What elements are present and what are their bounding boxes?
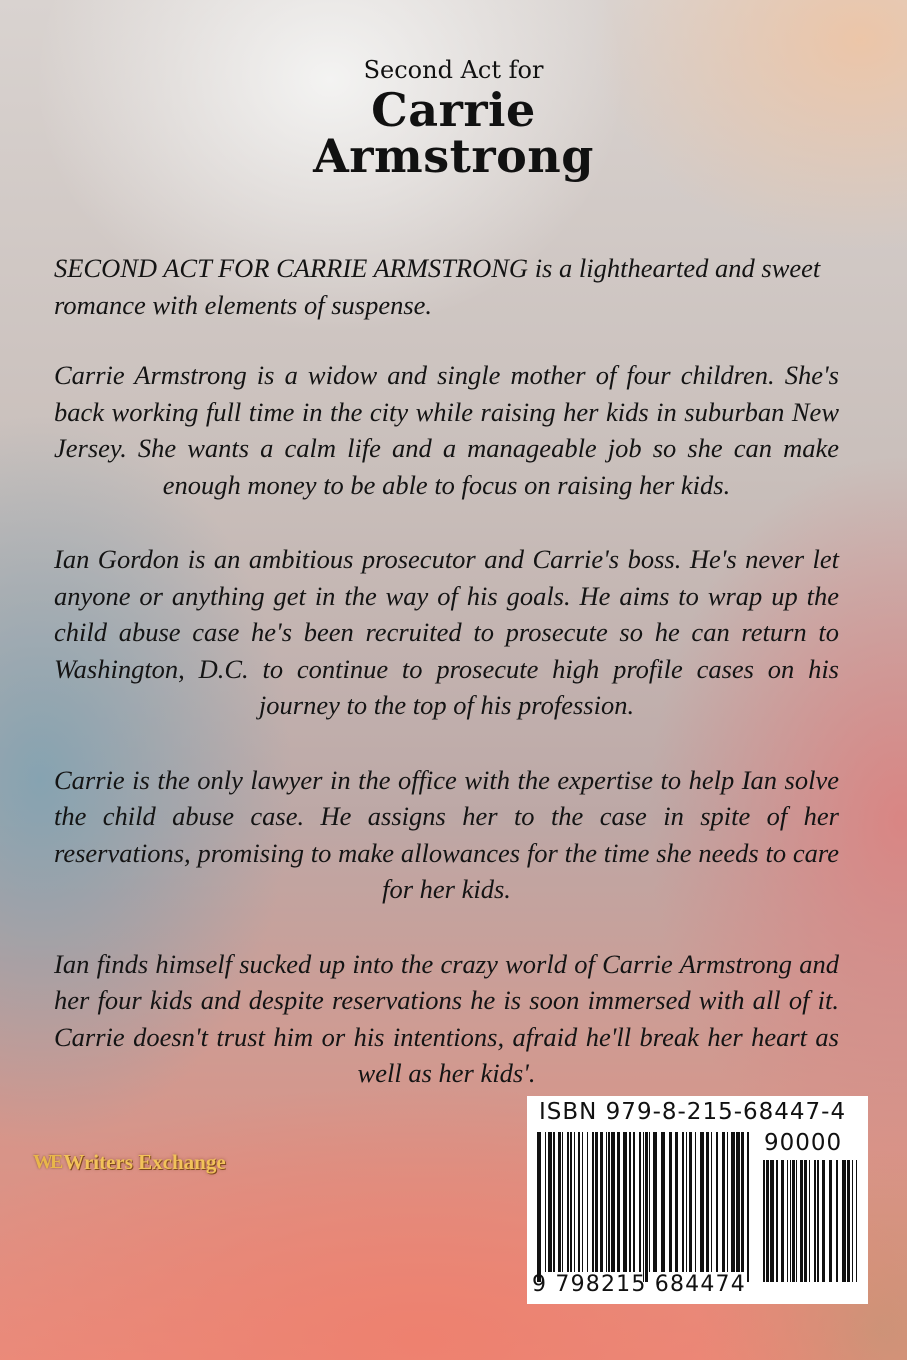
barcode-bar [842,1160,846,1282]
barcode-bar [629,1132,631,1272]
barcode-bar [700,1132,704,1272]
isbn-number: ISBN 979-8-215-68447-4 [539,1099,847,1125]
barcode-bar [695,1132,696,1272]
barcode-bar [537,1132,541,1282]
barcode-bar [689,1132,692,1272]
barcode-bar [829,1160,832,1282]
blurb-paragraph-5: Ian finds himself sucked up into the crazy world of Carrie Armstrong and her four kids and despite reservations he is soon immersed with all of it. Carrie doesn't trust him or his intentions, afraid he'll break her heart as well as her kids'. [54,948,839,1088]
barcode-bar [727,1132,728,1272]
barcode-bar [790,1160,791,1282]
barcode-bar [796,1160,797,1282]
barcode-bar [606,1132,607,1272]
barcode-bar [792,1160,795,1282]
barcode-bar [548,1132,552,1272]
book-title-line2: Armstrong [313,128,594,183]
barcode-bar [747,1132,749,1282]
barcode-bar [653,1132,657,1272]
barcode-bar [809,1160,810,1282]
barcode-bar [706,1132,709,1272]
barcode-bar [731,1132,735,1272]
barcode-bar [558,1132,561,1272]
barcode-bar [578,1132,580,1272]
barcode-bar [595,1132,598,1272]
publisher-monogram-icon: WE [33,1151,61,1173]
pre-title: Second Act for [363,56,544,84]
title-block [0,56,907,183]
barcode-bar [852,1160,853,1282]
barcode-bar [804,1160,807,1282]
barcode-bar [781,1160,784,1282]
barcode-bar [722,1132,725,1272]
barcode-bar [776,1160,778,1282]
barcode-bar [763,1160,765,1282]
barcode-bar [587,1132,588,1272]
barcode-bar [661,1132,665,1272]
blurb-text [54,250,839,1130]
ean-digits: 9 798215 684474 [532,1272,746,1297]
barcode-bar [682,1132,684,1272]
barcode-bar [814,1160,816,1282]
barcode-bar [716,1132,718,1272]
blurb-paragraph-2: Carrie Armstrong is a widow and single mother of four children. She's back working full time in the city while raising her kids in suburban New Jersey. She wants a calm life and a manageable job so she can make enough money to be able to focus on raising her kids. [54,360,839,500]
isbn-barcode [527,1096,868,1304]
barcode-bar [711,1132,712,1272]
barcode-bar [553,1132,555,1272]
barcode-bar [574,1132,575,1272]
barcode-bar [562,1132,563,1272]
barcode-bar [643,1132,644,1282]
barcode-bar [736,1132,740,1272]
barcode-bar [675,1132,678,1272]
book-title-line1: Carrie [371,82,536,137]
barcode-bar [570,1132,572,1272]
blurb-paragraph-1: SECOND ACT FOR CARRIE ARMSTRONG is a lighthearted and sweet romance with elements of suspense. [54,253,821,320]
publisher-name: Writers Exchange [63,1150,226,1174]
barcode-bar [836,1160,838,1282]
barcode-bar [686,1132,687,1272]
blurb-paragraph-3: Ian Gordon is an ambitious prosecutor and Carrie's boss. He's never let anyone or anything get in the way of his goals. He aims to wrap up the child abuse case he's been recruited to prosecute so he can return to Washington, D.C. to continue to prosecute high profile cases on his journey to the top of his profession. [54,544,839,720]
barcode-bar [822,1160,825,1282]
barcode-bar [623,1132,627,1272]
barcode-bar [847,1160,850,1282]
barcode-bar [611,1132,615,1272]
barcode-bar [600,1132,603,1272]
barcode-bar [787,1160,788,1282]
barcode-bar [633,1132,635,1272]
barcode-bar [582,1132,583,1272]
barcode-bar [645,1132,648,1282]
barcode-bar [567,1132,569,1272]
barcode-bar [741,1132,744,1272]
barcode-bar [669,1132,672,1272]
barcode-bar [817,1160,819,1282]
barcode-bar [800,1160,803,1282]
barcode-bar [545,1132,546,1272]
barcode-bar [856,1160,857,1282]
barcode-bar [617,1132,620,1272]
barcode-bar [770,1160,774,1282]
blurb-paragraph-4: Carrie is the only lawyer in the office with the expertise to help Ian solve the child abuse case. He assigns her to the case in spite of her reservations, promising to make allowances for the time she needs to care for her kids. [54,764,839,904]
barcode-bar [592,1132,594,1272]
barcode-bar [649,1132,650,1272]
publisher-logo [33,1150,226,1175]
price-code: 90000 [764,1130,843,1156]
barcode-bar [639,1132,641,1272]
barcode-bar [608,1132,610,1272]
barcode-bar [766,1160,769,1282]
